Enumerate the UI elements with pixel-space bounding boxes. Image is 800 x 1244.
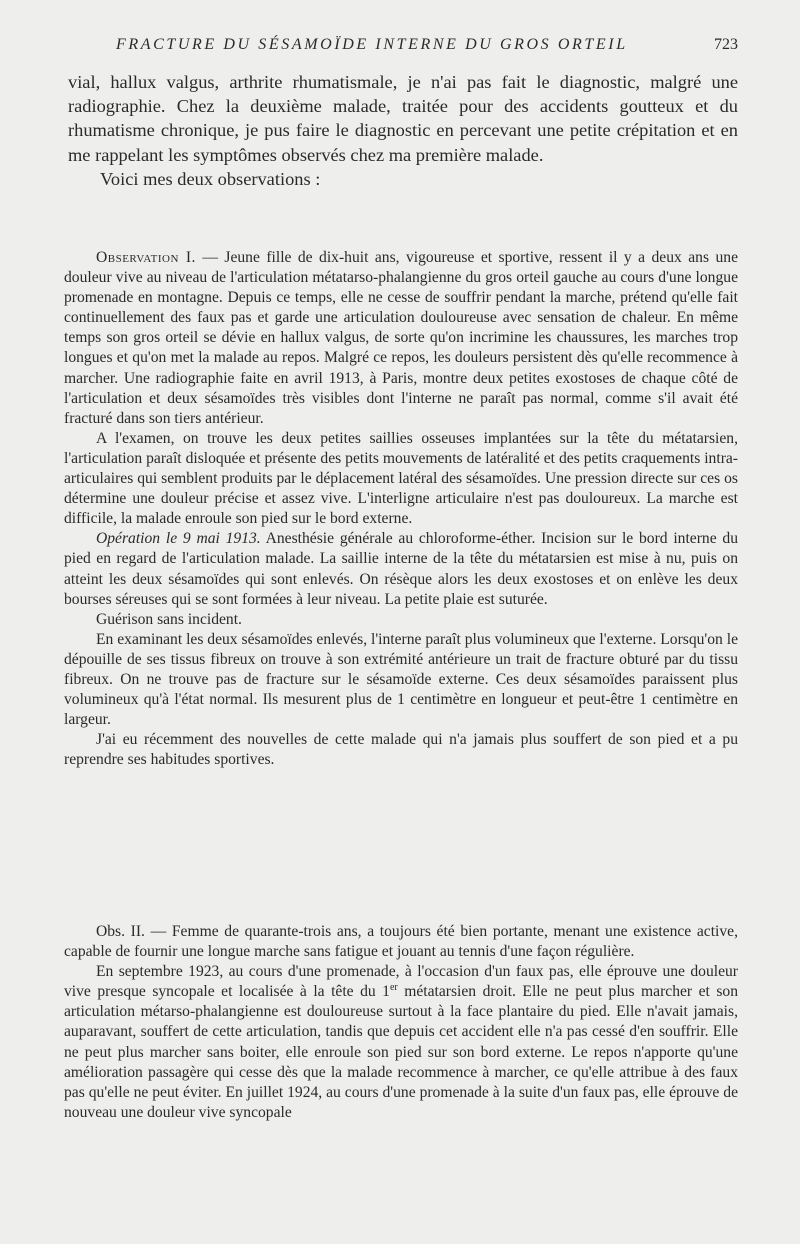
intro-lead-in: Voici mes deux observations : <box>100 168 321 189</box>
operation-label: Opération le 9 mai 1913. <box>96 530 261 548</box>
running-head <box>64 36 738 58</box>
observation-1-news: J'ai eu récemment des nouvelles de cette malade qui n'a jamais plus souffert de son pied et a pu reprendre ses habitudes sportives. <box>64 731 738 769</box>
observation-2-body <box>64 962 738 1123</box>
page-number: 723 <box>714 36 738 53</box>
observation-2-label: Obs. II. <box>96 923 145 940</box>
operation-text: Anesthésie générale au chloroforme-éther. Incision sur le bord interne du pied en regard de l'articulation malade. La saillie interne de la tête du métatarsien est mise à nu, puis on atteint les deux sésamoïdes qui sont enlevés. On résèque alors les deux exostoses et on enlève les deux bourses séreuses qui se sont formées à leur niveau. La petite plaie est suturée. <box>64 530 738 608</box>
observation-1-exam: A l'examen, on trouve les deux petites saillies osseuses implantées sur la tête du métatarsien, l'articulation paraît disloquée et présente des petits mouvements de latéralité et des petits craquements intra-articulaires qui semblent produits par le déplacement latéral des sésamoïdes. Une pression directe sur ces os détermine une douleur précise et assez vive. L'interligne articulaire n'est pas douloureux. La marche est difficile, la malade enroule son pied sur le bord externe. <box>64 429 738 528</box>
intro-paragraph: vial, hallux valgus, arthrite rhumatismale, je n'ai pas fait le diagnostic, malgré une radiographie. Chez la deuxième malade, traitée pour des accidents goutteux et du rhumatisme chronique, je pus faire le diagnostic en percevant une petite crépitation et en me rappelant les symptômes observés chez ma première malade. <box>68 72 738 165</box>
observation-1 <box>64 248 738 770</box>
observation-2-lead <box>64 922 738 962</box>
observation-2-lead-text: — Femme de quarante-trois ans, a toujours été bien portante, menant une existence active, capable de fournir une longue marche sans fatigue et jouant au tennis d'une façon régulière. <box>64 923 738 961</box>
observation-1-lead-text: — Jeune fille de dix-huit ans, vigoureuse et sportive, ressent il y a deux ans une douleur vive au niveau de l'articulation métatarso-phalangienne du gros orteil gauche au cours d'une longue promenade en montagne. Depuis ce temps, elle ne cesse de souffrir pendant la marche, prétend qu'elle fait continuellement des faux pas et garde une articulation douloureuse avec sensation de chaleur. En même temps son gros orteil se dévie en hallux valgus, de sorte qu'on incrimine les chaussures, les marches trop longues et qu'on met la malade au repos. Malgré ce repos, les douleurs persistent dès qu'elle recommence à marcher. Une radiographie faite en avril 1913, à Paris, montre deux petites exostoses de chaque côté de l'articulation et deux sésamoïdes très visibles dont l'interne ne paraît pas normal, comme s'il avait été fracturé dans son tiers antérieur. <box>64 249 738 427</box>
ordinal-superscript: er <box>389 982 398 994</box>
observation-1-lead <box>64 248 738 429</box>
intro-text <box>68 70 738 191</box>
observation-1-operation <box>64 529 738 609</box>
observation-2-body-a: En septembre 1923, au cours d'une promenade, à l'occasion d'un faux pas, elle éprouve une douleur vive presque syncopale et localisée à la tête du 1 <box>64 963 738 1001</box>
observation-1-examination: En examinant les deux sésamoïdes enlevés, l'interne paraît plus volumineux que l'externe. Lorsqu'on le dépouille de ses tissus fibreux on trouve à son extrémité antérieure un trait de fracture obturé par du tissu fibreux. On ne trouve pas de fracture sur le sésamoïde externe. Ces deux sésamoïdes paraissent plus volumineux qu'à l'état normal. Ils mesurent plus de 1 centimètre en longueur et peut-être 1 centimètre en largeur. <box>64 630 738 729</box>
observation-2-body-b: métatarsien droit. Elle ne peut plus marcher et son articulation métarso-phalangienne est douloureuse surtout à la face plantaire du pied. Elle n'avait jamais, auparavant, souffert de cette articulation, tandis que depuis cet accident elle n'a pas cessé d'en souffrir. Elle ne peut plus marcher sans boiter, elle enroule son pied sur son bord externe. Le repos n'apporte qu'une amélioration passagère qui cesse dès que la malade recommence à marcher, ce qu'elle attribue à des faux pas qu'elle ne peut éviter. En juillet 1924, au cours d'une promenade à la suite d'un faux pas, elle éprouve de nouveau une douleur vive syncopale <box>64 983 738 1121</box>
observation-2 <box>64 922 738 1123</box>
observation-1-healing: Guérison sans incident. <box>96 610 242 628</box>
running-title: FRACTURE DU SÉSAMOÏDE INTERNE DU GROS ORTEIL <box>116 36 628 53</box>
observation-1-label: Observation I. <box>96 249 196 266</box>
